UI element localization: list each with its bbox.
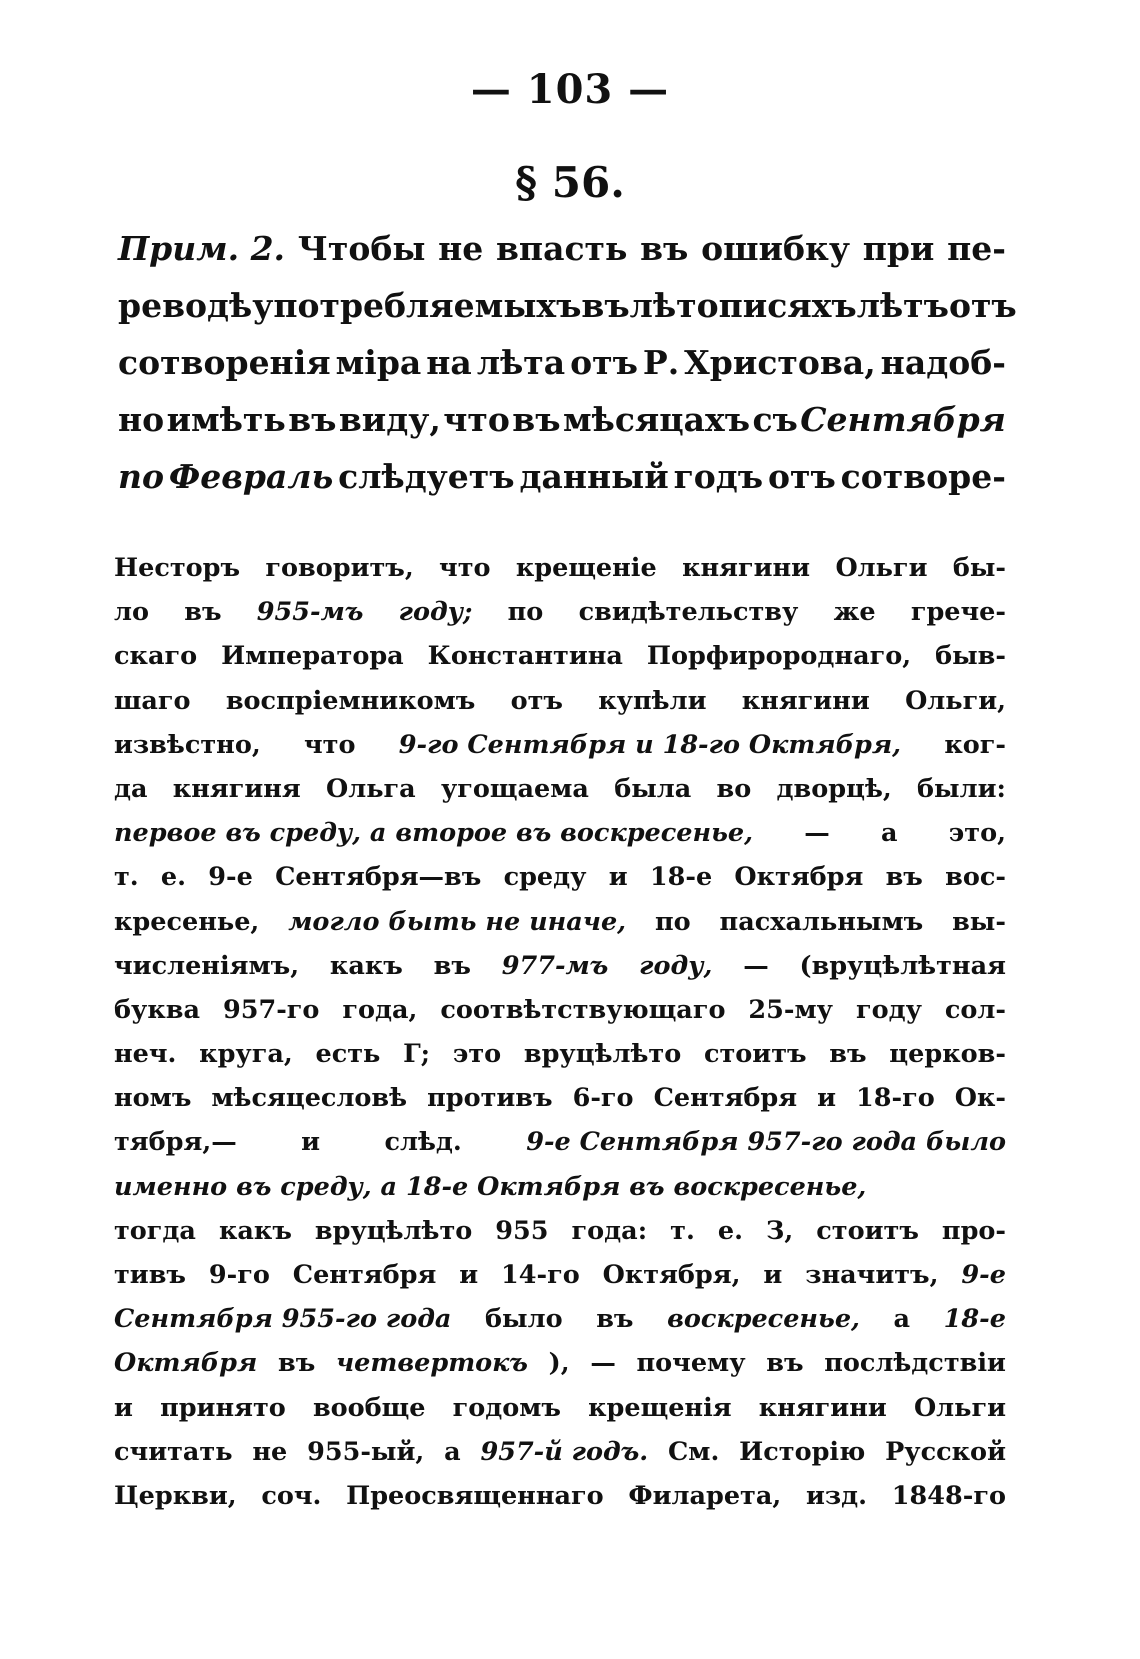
word: года,: [342, 994, 418, 1025]
word: угощаема: [440, 773, 589, 804]
text-line: [114, 900, 1006, 944]
word: Ольги: [913, 1392, 1006, 1423]
word: Ольги: [835, 553, 928, 583]
word: въ: [829, 1039, 867, 1070]
word: не: [438, 229, 484, 268]
word: 6-го: [572, 1083, 634, 1114]
word: ),: [548, 1348, 570, 1379]
word: въ: [596, 1304, 634, 1335]
word: вос-: [945, 862, 1006, 893]
word: не: [252, 1436, 288, 1467]
word: что: [439, 553, 491, 583]
word: въ: [184, 597, 222, 628]
text-line: [114, 634, 1006, 678]
word: е.: [160, 862, 187, 893]
page-number: — 103 —: [470, 66, 670, 113]
word: употребляемыхъ: [252, 286, 582, 325]
word: вы-: [952, 906, 1006, 937]
text-line: [114, 1386, 1006, 1430]
word: стоитъ: [703, 1039, 807, 1070]
text-line: [114, 988, 1006, 1032]
word: была: [614, 773, 692, 804]
word: княгини: [682, 553, 811, 583]
word: Сентября: [653, 1083, 798, 1114]
text-line: [114, 1474, 1006, 1518]
word: слѣдуетъ: [338, 457, 515, 496]
word: реводѣ: [118, 286, 253, 325]
italic-word: 9-го Сентября и 18-го Октября,: [398, 729, 902, 760]
text-line: [114, 1430, 1006, 1474]
word: кресенье,: [114, 906, 260, 937]
word: грече-: [910, 597, 1006, 628]
italic-word: Прим. 2.: [118, 229, 286, 268]
word: отъ: [510, 685, 563, 716]
italic-word: 9-е: [961, 1260, 1006, 1290]
word: лѣтописяхъ: [629, 286, 857, 325]
word: 9-го: [208, 1260, 270, 1290]
text-line: [114, 679, 1006, 723]
word: какъ: [329, 950, 403, 981]
word: —: [743, 950, 769, 981]
text-line: [114, 1165, 1006, 1209]
word: это: [452, 1039, 502, 1070]
text-line: [114, 590, 1006, 634]
word: Чтобы: [297, 229, 426, 268]
note-paragraph: [118, 220, 1017, 505]
word: буква: [114, 994, 200, 1025]
word: стоитъ: [816, 1215, 919, 1246]
italic-word: году,: [639, 950, 713, 981]
word: неч.: [114, 1039, 177, 1070]
word: отъ: [948, 286, 1017, 325]
text-line: [114, 944, 1006, 988]
italic-word: 9-е Сентября 957-го года было: [526, 1127, 1006, 1158]
word: въ: [277, 1348, 316, 1379]
word: что: [443, 400, 510, 439]
italic-word: году;: [398, 597, 473, 628]
word: Ок-: [954, 1083, 1006, 1114]
word: ког-: [944, 729, 1006, 760]
word: года:: [571, 1215, 648, 1246]
word: т.: [670, 1215, 695, 1246]
italic-word: первое въ среду, а второе въ воскресенье,: [114, 818, 754, 849]
word: т.: [114, 862, 139, 893]
word: Р.: [642, 343, 680, 382]
word: Сентября—въ: [275, 862, 482, 893]
word: послѣдствіи: [824, 1348, 1006, 1379]
word: считать: [114, 1436, 233, 1467]
word: е.: [717, 1215, 743, 1246]
word: крещенія: [588, 1392, 732, 1423]
word: говоритъ,: [265, 553, 414, 583]
word: скаго: [114, 641, 198, 672]
word: тивъ: [114, 1260, 186, 1290]
italic-word: Сентября: [800, 400, 1006, 439]
text-line: [114, 855, 1006, 899]
word: имѣть: [166, 400, 286, 439]
word: во: [716, 773, 752, 804]
word: вруцѣлѣто: [523, 1039, 682, 1070]
word: лѣта: [476, 343, 566, 382]
word: круга,: [199, 1039, 293, 1070]
word: численіямъ,: [114, 950, 300, 981]
word: почему: [636, 1348, 746, 1379]
word: Ольги,: [905, 685, 1006, 716]
word: Церкви,: [114, 1480, 237, 1511]
word: Несторъ: [114, 553, 241, 583]
word: мѣсяцахъ: [562, 400, 751, 439]
word: 25-му: [748, 994, 833, 1025]
word: по: [507, 597, 544, 628]
italic-word: 957-й годъ.: [480, 1436, 649, 1467]
word: въ: [766, 1348, 804, 1379]
text-line: [114, 1341, 1006, 1385]
italic-word: четвертокъ: [335, 1348, 528, 1379]
word: церков-: [889, 1039, 1006, 1070]
word: были:: [917, 773, 1006, 804]
word: въ: [433, 950, 471, 981]
word: княгиня: [172, 773, 301, 804]
word: изд.: [805, 1480, 868, 1511]
word: принято: [160, 1392, 286, 1423]
word: и: [114, 1392, 133, 1423]
word: сотворенія: [118, 343, 331, 382]
word: вообще: [312, 1392, 426, 1423]
text-line: [114, 811, 1006, 855]
word: Русской: [885, 1436, 1006, 1467]
word: въ: [581, 286, 630, 325]
word: и: [459, 1260, 479, 1290]
word: купѣли: [598, 685, 707, 716]
word: тогда: [114, 1215, 196, 1246]
italic-word: Февраль: [168, 457, 334, 496]
word: мѣсяцесловѣ: [211, 1083, 408, 1114]
word: Преосвященнаго: [346, 1480, 604, 1511]
word: воспріемникомъ: [225, 685, 476, 716]
word: Константина: [427, 641, 623, 672]
word: надоб-: [880, 343, 1006, 382]
word: Ольга: [326, 773, 416, 804]
word: бы-: [952, 553, 1006, 583]
word: про-: [941, 1215, 1006, 1246]
word: 18-е: [649, 862, 713, 893]
word: тября,—: [114, 1127, 237, 1158]
word: Октября: [734, 862, 864, 893]
word: 1848-го: [891, 1480, 1006, 1511]
word: сотворе-: [840, 457, 1006, 496]
word: шаго: [114, 685, 191, 716]
word: 957-го: [222, 994, 320, 1025]
italic-word: воскресенье,: [667, 1304, 860, 1335]
text-line: [118, 391, 1006, 448]
word: но: [118, 400, 165, 439]
word: какъ: [218, 1215, 292, 1246]
word: и: [817, 1083, 837, 1114]
word: 9-е: [208, 862, 253, 893]
text-line: [114, 1297, 1006, 1341]
text-line: [114, 1076, 1006, 1120]
word: княгини: [741, 685, 870, 716]
word: См.: [668, 1436, 720, 1467]
word: ошибку: [701, 229, 850, 268]
word: въ: [640, 229, 689, 268]
section-heading: § 56.: [515, 158, 625, 207]
text-line: [114, 1253, 1006, 1297]
word: въ: [288, 400, 337, 439]
word: годомъ: [452, 1392, 561, 1423]
word: а: [444, 1436, 461, 1467]
word: въ: [885, 862, 923, 893]
word: ло: [114, 597, 149, 628]
word: —: [804, 818, 830, 849]
word: 955-ый,: [307, 1436, 425, 1467]
word: съ: [752, 400, 798, 439]
word: крещеніе: [515, 553, 657, 583]
word: годъ: [673, 457, 764, 496]
text-line: [114, 1209, 1006, 1253]
word: по: [654, 906, 691, 937]
word: сол-: [944, 994, 1006, 1025]
word: Г;: [403, 1039, 431, 1070]
word: отъ: [768, 457, 836, 496]
word: 955: [495, 1215, 549, 1246]
word: на: [426, 343, 472, 382]
word: 18-го: [856, 1083, 935, 1114]
word: Филарета,: [628, 1480, 782, 1511]
word: соотвѣтствующаго: [440, 994, 726, 1025]
text-line: [114, 723, 1006, 767]
word: и: [763, 1260, 783, 1290]
italic-word: 18-е: [943, 1304, 1006, 1335]
word: слѣд.: [384, 1127, 462, 1158]
italic-word: Октября: [114, 1348, 258, 1379]
word: а: [881, 818, 898, 849]
footnote-paragraph: [114, 546, 1006, 1518]
word: есть: [315, 1039, 381, 1070]
text-line: [118, 334, 1006, 391]
text-line: [114, 1120, 1006, 1164]
word: (вруцѣлѣтная: [799, 950, 1006, 981]
word: это,: [948, 818, 1006, 849]
italic-word: именно въ среду, а 18-е Октября въ воскресенье,: [114, 1171, 867, 1202]
italic-word: Сентября 955-го года: [114, 1304, 452, 1335]
word: Октября,: [602, 1260, 741, 1290]
text-line: [114, 546, 1006, 590]
word: 14-го: [501, 1260, 580, 1290]
text-line: [114, 1032, 1006, 1076]
italic-word: 977-мъ: [501, 950, 609, 981]
word: міра: [335, 343, 422, 382]
word: а: [893, 1304, 911, 1335]
word: дворцѣ,: [776, 773, 892, 804]
word: и: [301, 1127, 321, 1158]
word: было: [485, 1304, 563, 1335]
word: —: [590, 1348, 616, 1379]
word: данный: [519, 457, 669, 496]
italic-word: 955-мъ: [256, 597, 364, 628]
word: извѣстно,: [114, 729, 261, 760]
word: что: [304, 729, 356, 760]
text-line: [118, 220, 1006, 277]
word: значитъ,: [805, 1260, 939, 1290]
word: году: [855, 994, 922, 1025]
word: Исторію: [739, 1436, 866, 1467]
word: номъ: [114, 1083, 192, 1114]
word: при: [862, 229, 935, 268]
word: противъ: [427, 1083, 553, 1114]
word: Сентября: [292, 1260, 437, 1290]
word: Христова,: [684, 343, 876, 382]
word: соч.: [261, 1480, 322, 1511]
word: въ: [512, 400, 561, 439]
text-line: [114, 767, 1006, 811]
word: быв-: [935, 641, 1006, 672]
word: вруцѣлѣто: [314, 1215, 473, 1246]
word: да: [114, 773, 148, 804]
word: впасть: [496, 229, 628, 268]
italic-word: могло быть не иначе,: [288, 906, 627, 937]
italic-word: по: [118, 457, 165, 496]
word: З,: [765, 1215, 794, 1246]
word: Порфиророднаго,: [646, 641, 912, 672]
text-line: [118, 277, 1017, 334]
word: же: [833, 597, 876, 628]
word: и: [608, 862, 628, 893]
word: среду: [503, 862, 587, 893]
word: виду,: [338, 400, 441, 439]
word: Императора: [221, 641, 404, 672]
word: свидѣтельству: [578, 597, 799, 628]
word: лѣтъ: [856, 286, 949, 325]
text-line: [118, 448, 1006, 505]
word: отъ: [570, 343, 638, 382]
word: пе-: [947, 229, 1006, 268]
word: княгини: [758, 1392, 887, 1423]
word: пасхальнымъ: [719, 906, 924, 937]
